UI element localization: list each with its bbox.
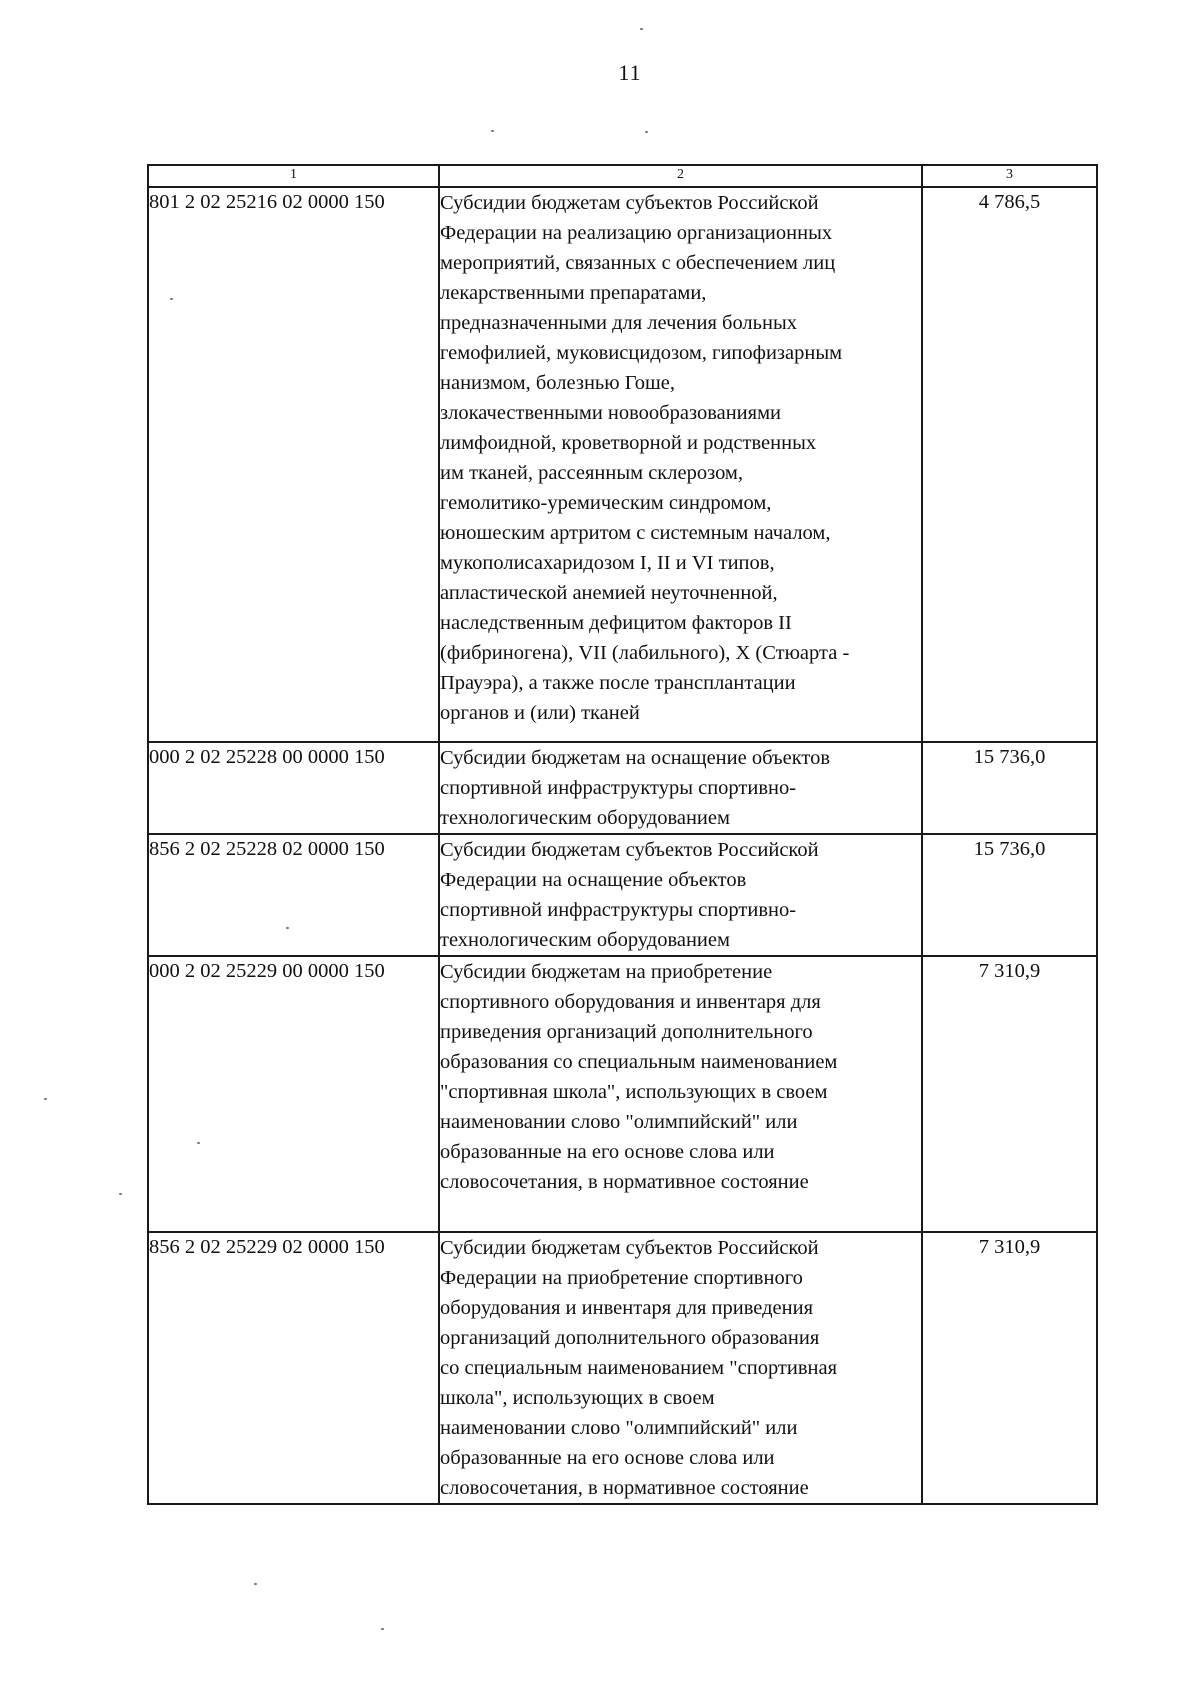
scan-speck: [119, 1193, 122, 1195]
table-row: [148, 1232, 1097, 1504]
table-row: [148, 187, 1097, 742]
description-line: Федерации на оснащение объектов: [440, 869, 747, 891]
income-description: [439, 956, 922, 1232]
description-line: "спортивная школа", использующих в своем: [440, 1081, 828, 1103]
description-line: Федерации на реализацию организационных: [440, 222, 833, 244]
scan-speck: [645, 131, 648, 133]
description-line: предназначенными для лечения больных: [440, 312, 798, 334]
description-line: наследственным дефицитом факторов II: [440, 612, 792, 634]
table-row: [148, 834, 1097, 956]
description-line: организаций дополнительного образования: [440, 1327, 820, 1349]
amount-value: 4 786,5: [922, 187, 1097, 742]
scan-speck: [44, 1098, 47, 1100]
budget-table: [147, 164, 1098, 1505]
description-line: образования со специальным наименованием: [440, 1051, 838, 1073]
amount-value: 7 310,9: [922, 1232, 1097, 1504]
description-line: апластической анемией неуточненной,: [440, 582, 778, 604]
description-line: Субсидии бюджетам субъектов Российской: [440, 839, 819, 861]
description-line: Прауэра), а также после трансплантации: [440, 672, 796, 694]
description-line: технологическим оборудованием: [440, 929, 730, 951]
column-header-amount: 3: [922, 165, 1097, 187]
description-line: злокачественными новообразованиями: [440, 402, 782, 424]
description-line: гемофилией, муковисцидозом, гипофизарным: [440, 342, 843, 364]
description-line: наименовании слово "олимпийский" или: [440, 1417, 798, 1439]
budget-classification-code: 801 2 02 25216 02 0000 150: [148, 187, 439, 742]
budget-classification-code: 856 2 02 25229 02 0000 150: [148, 1232, 439, 1504]
amount-value: 15 736,0: [922, 742, 1097, 834]
page-number: 11: [618, 60, 642, 85]
description-line: мукополисахаридозом I, II и VI типов,: [440, 552, 775, 574]
description-line: органов и (или) тканей: [440, 702, 640, 724]
amount-value: 7 310,9: [922, 956, 1097, 1232]
description-line: образованные на его основе слова или: [440, 1447, 775, 1469]
description-line: словосочетания, в нормативное состояние: [440, 1477, 809, 1499]
description-line: нанизмом, болезнью Гоше,: [440, 372, 676, 394]
scan-speck: [254, 1583, 257, 1585]
description-line: спортивной инфраструктуры спортивно-: [440, 777, 797, 799]
budget-classification-code: 000 2 02 25229 00 0000 150: [148, 956, 439, 1232]
description-line: школа", использующих в своем: [440, 1387, 715, 1409]
scan-speck: [640, 28, 643, 30]
description-line: спортивной инфраструктуры спортивно-: [440, 899, 797, 921]
description-line: мероприятий, связанных с обеспечением лиц: [440, 252, 836, 274]
scan-speck: [491, 130, 494, 132]
budget-classification-code: 856 2 02 25228 02 0000 150: [148, 834, 439, 956]
amount-value: 15 736,0: [922, 834, 1097, 956]
description-line: (фибриногена), VII (лабильного), X (Стюарта -: [440, 642, 850, 664]
description-line: гемолитико-уремическим синдромом,: [440, 492, 772, 514]
description-line: спортивного оборудования и инвентаря для: [440, 991, 821, 1013]
description-line: образованные на его основе слова или: [440, 1141, 775, 1163]
description-line: наименовании слово "олимпийский" или: [440, 1111, 798, 1133]
description-line: технологическим оборудованием: [440, 807, 730, 829]
description-line: Субсидии бюджетам на оснащение объектов: [440, 747, 831, 769]
column-header-code: 1: [148, 165, 439, 187]
income-description: [439, 187, 922, 742]
description-line: лекарственными препаратами,: [440, 282, 707, 304]
description-line: со специальным наименованием "спортивная: [440, 1357, 838, 1379]
table-row: [148, 956, 1097, 1232]
column-header-description: 2: [439, 165, 922, 187]
description-line: юношеским артритом с системным началом,: [440, 522, 831, 544]
budget-classification-code: 000 2 02 25228 00 0000 150: [148, 742, 439, 834]
table-row: [148, 742, 1097, 834]
description-line: Субсидии бюджетам субъектов Российской: [440, 1237, 819, 1259]
description-line: Субсидии бюджетам субъектов Российской: [440, 192, 819, 214]
income-description: [439, 1232, 922, 1504]
table-header-row: [148, 165, 1097, 187]
description-line: оборудования и инвентаря для приведения: [440, 1297, 814, 1319]
scan-speck: [381, 1628, 384, 1630]
description-line: лимфоидной, кроветворной и родственных: [440, 432, 817, 454]
income-description: [439, 742, 922, 834]
description-line: им тканей, рассеянным склерозом,: [440, 462, 744, 484]
description-line: Субсидии бюджетам на приобретение: [440, 961, 773, 983]
description-line: словосочетания, в нормативное состояние: [440, 1171, 809, 1193]
description-line: приведения организаций дополнительного: [440, 1021, 813, 1043]
description-line: Федерации на приобретение спортивного: [440, 1267, 803, 1289]
income-description: [439, 834, 922, 956]
